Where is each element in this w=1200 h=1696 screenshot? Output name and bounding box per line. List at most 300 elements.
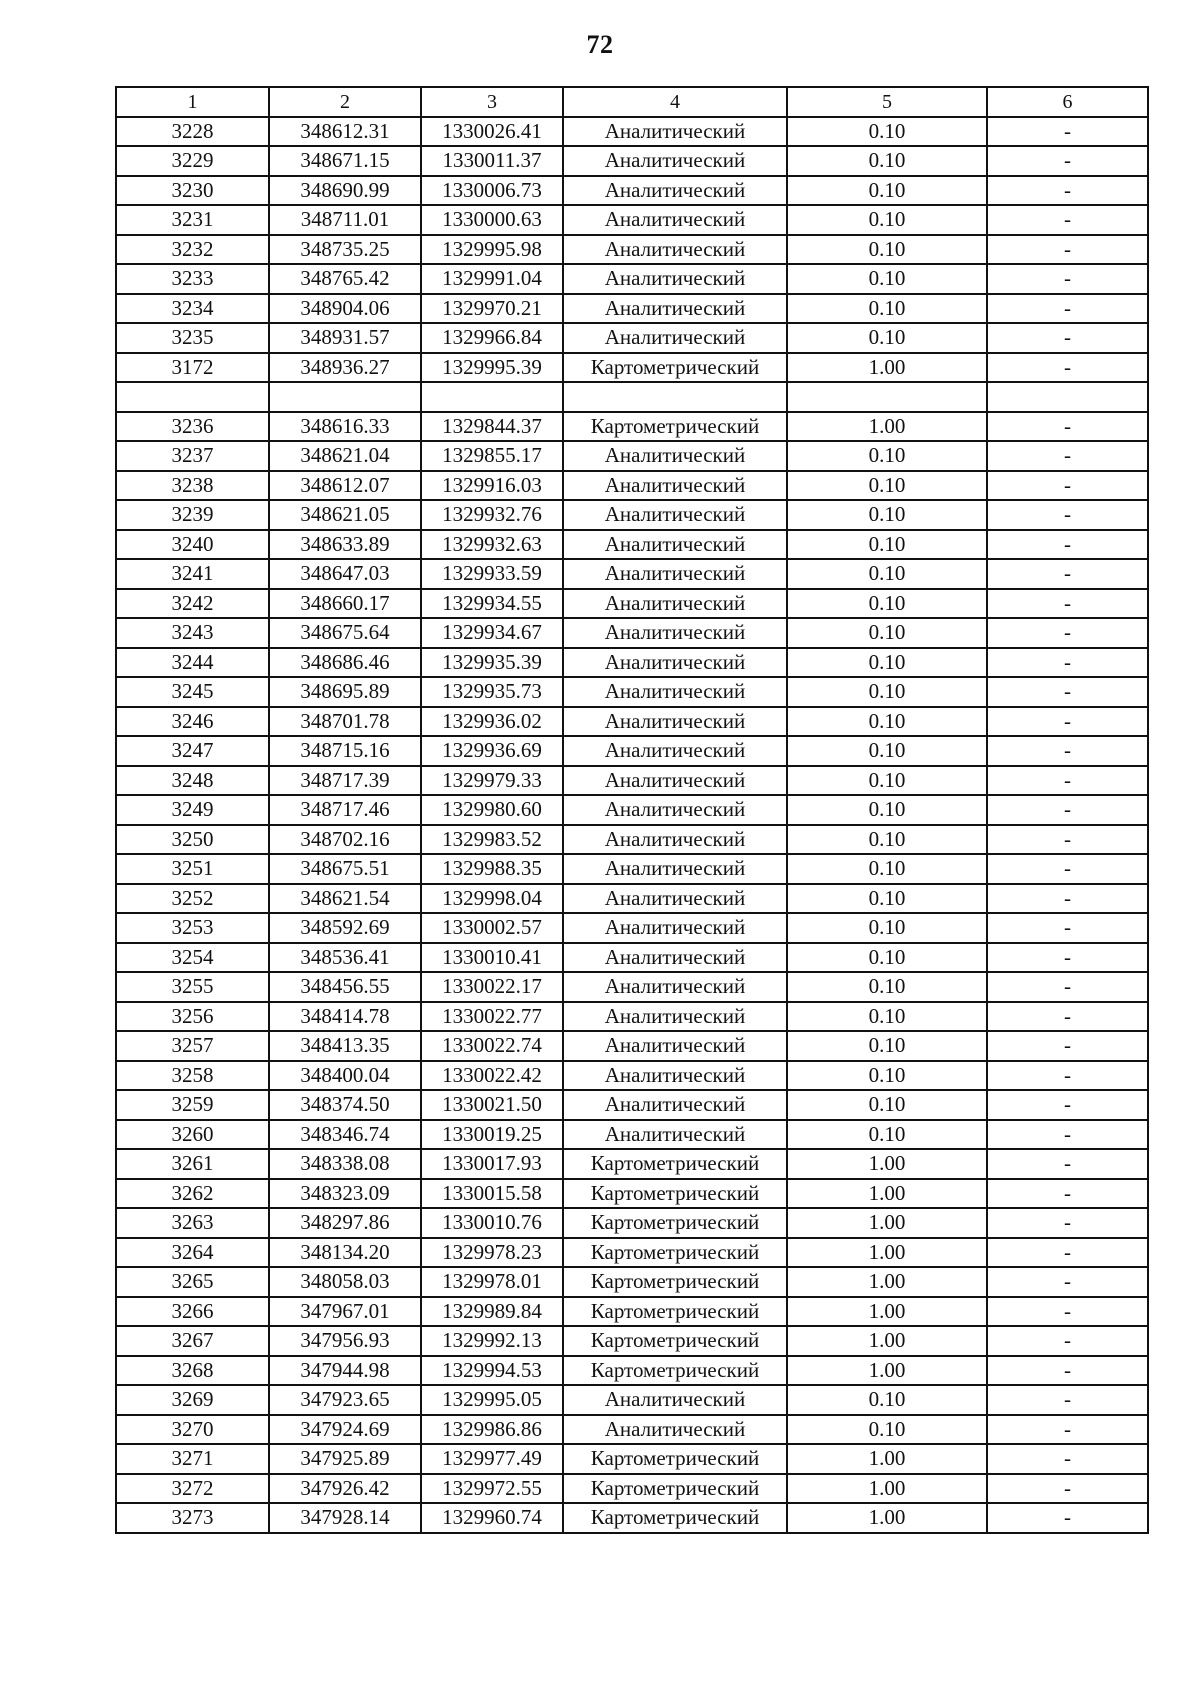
note-cell: - <box>987 471 1148 501</box>
y-coordinate-cell: 1329978.23 <box>421 1238 563 1268</box>
method-cell: Аналитический <box>563 323 787 353</box>
table-row <box>116 972 1148 1002</box>
y-coordinate-cell: 1329935.39 <box>421 648 563 678</box>
y-coordinate-cell: 1329991.04 <box>421 264 563 294</box>
x-coordinate-cell: 348621.04 <box>269 441 421 471</box>
note-cell: - <box>987 1356 1148 1386</box>
x-coordinate-cell: 348323.09 <box>269 1179 421 1209</box>
table-row <box>116 1090 1148 1120</box>
accuracy-cell: 1.00 <box>787 1356 987 1386</box>
x-coordinate-cell: 348536.41 <box>269 943 421 973</box>
note-cell: - <box>987 353 1148 383</box>
x-coordinate-cell: 347928.14 <box>269 1503 421 1533</box>
x-coordinate-cell: 348675.51 <box>269 854 421 884</box>
accuracy-cell: 0.10 <box>787 176 987 206</box>
y-coordinate-cell: 1330011.37 <box>421 146 563 176</box>
point-number-cell: 3273 <box>116 1503 269 1533</box>
table-row <box>116 1031 1148 1061</box>
accuracy-cell: 0.10 <box>787 1415 987 1445</box>
note-cell: - <box>987 825 1148 855</box>
page-number: 72 <box>586 30 614 59</box>
y-coordinate-cell: 1329855.17 <box>421 441 563 471</box>
x-coordinate-cell: 348374.50 <box>269 1090 421 1120</box>
accuracy-cell: 0.10 <box>787 1061 987 1091</box>
table-row <box>116 1238 1148 1268</box>
method-cell: Картометрический <box>563 1474 787 1504</box>
note-cell: - <box>987 530 1148 560</box>
point-number-cell: 3232 <box>116 235 269 265</box>
table-row <box>116 294 1148 324</box>
y-coordinate-cell: 1330022.42 <box>421 1061 563 1091</box>
method-cell: Аналитический <box>563 648 787 678</box>
method-cell: Аналитический <box>563 471 787 501</box>
point-number-cell: 3241 <box>116 559 269 589</box>
accuracy-cell: 0.10 <box>787 559 987 589</box>
point-number-cell: 3242 <box>116 589 269 619</box>
y-coordinate-cell: 1329934.67 <box>421 618 563 648</box>
table-row <box>116 1267 1148 1297</box>
point-number-cell: 3246 <box>116 707 269 737</box>
point-number-cell: 3244 <box>116 648 269 678</box>
y-coordinate-cell: 1330002.57 <box>421 913 563 943</box>
point-number-cell: 3235 <box>116 323 269 353</box>
accuracy-cell: 1.00 <box>787 1179 987 1209</box>
y-coordinate-cell: 1329977.49 <box>421 1444 563 1474</box>
x-coordinate-cell: 348621.05 <box>269 500 421 530</box>
y-coordinate-cell <box>421 382 563 412</box>
point-number-cell: 3250 <box>116 825 269 855</box>
y-coordinate-cell: 1329994.53 <box>421 1356 563 1386</box>
y-coordinate-cell: 1329988.35 <box>421 854 563 884</box>
note-cell: - <box>987 441 1148 471</box>
table-row <box>116 913 1148 943</box>
note-cell: - <box>987 1474 1148 1504</box>
x-coordinate-cell: 348616.33 <box>269 412 421 442</box>
method-cell: Картометрический <box>563 1208 787 1238</box>
note-cell: - <box>987 1031 1148 1061</box>
point-number-cell: 3271 <box>116 1444 269 1474</box>
point-number-cell: 3254 <box>116 943 269 973</box>
y-coordinate-cell: 1329932.63 <box>421 530 563 560</box>
accuracy-cell: 0.10 <box>787 1002 987 1032</box>
y-coordinate-cell: 1329916.03 <box>421 471 563 501</box>
point-number-cell: 3259 <box>116 1090 269 1120</box>
y-coordinate-cell: 1329936.02 <box>421 707 563 737</box>
method-cell: Картометрический <box>563 1356 787 1386</box>
point-number-cell: 3260 <box>116 1120 269 1150</box>
table-row <box>116 1208 1148 1238</box>
point-number-cell: 3231 <box>116 205 269 235</box>
table-header <box>116 87 1148 117</box>
point-number-cell: 3253 <box>116 913 269 943</box>
y-coordinate-cell: 1329934.55 <box>421 589 563 619</box>
method-cell: Аналитический <box>563 294 787 324</box>
x-coordinate-cell: 348690.99 <box>269 176 421 206</box>
column-header: 3 <box>421 87 563 117</box>
point-number-cell: 3229 <box>116 146 269 176</box>
y-coordinate-cell: 1330022.77 <box>421 1002 563 1032</box>
note-cell: - <box>987 117 1148 147</box>
table-row <box>116 1149 1148 1179</box>
coordinates-table <box>115 86 1149 1534</box>
table-row <box>116 205 1148 235</box>
accuracy-cell: 0.10 <box>787 441 987 471</box>
note-cell: - <box>987 1415 1148 1445</box>
table-row <box>116 1444 1148 1474</box>
note-cell: - <box>987 884 1148 914</box>
y-coordinate-cell: 1330026.41 <box>421 117 563 147</box>
table-row <box>116 589 1148 619</box>
x-coordinate-cell: 348765.42 <box>269 264 421 294</box>
point-number-cell: 3269 <box>116 1385 269 1415</box>
x-coordinate-cell: 348413.35 <box>269 1031 421 1061</box>
note-cell: - <box>987 677 1148 707</box>
table-row <box>116 648 1148 678</box>
point-number-cell: 3172 <box>116 353 269 383</box>
accuracy-cell: 1.00 <box>787 1149 987 1179</box>
table-row <box>116 1474 1148 1504</box>
accuracy-cell: 0.10 <box>787 117 987 147</box>
y-coordinate-cell: 1330006.73 <box>421 176 563 206</box>
table-row <box>116 1297 1148 1327</box>
accuracy-cell: 0.10 <box>787 618 987 648</box>
table-row <box>116 677 1148 707</box>
method-cell: Аналитический <box>563 176 787 206</box>
accuracy-cell: 0.10 <box>787 943 987 973</box>
point-number-cell: 3237 <box>116 441 269 471</box>
accuracy-cell: 1.00 <box>787 412 987 442</box>
table-row <box>116 1356 1148 1386</box>
table-row <box>116 766 1148 796</box>
x-coordinate-cell: 348633.89 <box>269 530 421 560</box>
x-coordinate-cell: 348671.15 <box>269 146 421 176</box>
note-cell: - <box>987 1179 1148 1209</box>
note-cell: - <box>987 736 1148 766</box>
point-number-cell: 3230 <box>116 176 269 206</box>
accuracy-cell: 0.10 <box>787 1090 987 1120</box>
note-cell: - <box>987 913 1148 943</box>
table-row <box>116 854 1148 884</box>
note-cell: - <box>987 1149 1148 1179</box>
y-coordinate-cell: 1329936.69 <box>421 736 563 766</box>
accuracy-cell: 0.10 <box>787 146 987 176</box>
note-cell: - <box>987 235 1148 265</box>
accuracy-cell: 0.10 <box>787 884 987 914</box>
method-cell: Картометрический <box>563 353 787 383</box>
point-number-cell: 3245 <box>116 677 269 707</box>
point-number-cell: 3247 <box>116 736 269 766</box>
table-row <box>116 353 1148 383</box>
method-cell: Аналитический <box>563 1090 787 1120</box>
table-row <box>116 1326 1148 1356</box>
point-number-cell: 3252 <box>116 884 269 914</box>
y-coordinate-cell: 1330010.41 <box>421 943 563 973</box>
method-cell: Аналитический <box>563 1061 787 1091</box>
method-cell: Аналитический <box>563 559 787 589</box>
y-coordinate-cell: 1330021.50 <box>421 1090 563 1120</box>
y-coordinate-cell: 1329986.86 <box>421 1415 563 1445</box>
y-coordinate-cell: 1330015.58 <box>421 1179 563 1209</box>
x-coordinate-cell: 347956.93 <box>269 1326 421 1356</box>
table-row <box>116 471 1148 501</box>
accuracy-cell: 1.00 <box>787 1503 987 1533</box>
point-number-cell: 3256 <box>116 1002 269 1032</box>
point-number-cell: 3249 <box>116 795 269 825</box>
note-cell: - <box>987 176 1148 206</box>
note-cell: - <box>987 618 1148 648</box>
x-coordinate-cell: 347944.98 <box>269 1356 421 1386</box>
y-coordinate-cell: 1329960.74 <box>421 1503 563 1533</box>
note-cell: - <box>987 707 1148 737</box>
table-row <box>116 1002 1148 1032</box>
accuracy-cell: 0.10 <box>787 913 987 943</box>
table-row <box>116 1415 1148 1445</box>
y-coordinate-cell: 1330019.25 <box>421 1120 563 1150</box>
table-row <box>116 264 1148 294</box>
table-row <box>116 530 1148 560</box>
accuracy-cell: 0.10 <box>787 648 987 678</box>
accuracy-cell: 1.00 <box>787 1208 987 1238</box>
x-coordinate-cell: 347924.69 <box>269 1415 421 1445</box>
y-coordinate-cell: 1329932.76 <box>421 500 563 530</box>
point-number-cell: 3264 <box>116 1238 269 1268</box>
method-cell: Картометрический <box>563 1503 787 1533</box>
table-row <box>116 1385 1148 1415</box>
method-cell: Аналитический <box>563 913 787 943</box>
table-row <box>116 1061 1148 1091</box>
y-coordinate-cell: 1329998.04 <box>421 884 563 914</box>
point-number-cell: 3239 <box>116 500 269 530</box>
x-coordinate-cell: 348695.89 <box>269 677 421 707</box>
x-coordinate-cell: 348346.74 <box>269 1120 421 1150</box>
table-row <box>116 1179 1148 1209</box>
accuracy-cell: 0.10 <box>787 264 987 294</box>
x-coordinate-cell: 347923.65 <box>269 1385 421 1415</box>
x-coordinate-cell: 348414.78 <box>269 1002 421 1032</box>
note-cell: - <box>987 294 1148 324</box>
column-header: 5 <box>787 87 987 117</box>
y-coordinate-cell: 1330022.74 <box>421 1031 563 1061</box>
point-number-cell <box>116 382 269 412</box>
table-row <box>116 1503 1148 1533</box>
y-coordinate-cell: 1329933.59 <box>421 559 563 589</box>
note-cell: - <box>987 1267 1148 1297</box>
accuracy-cell: 0.10 <box>787 795 987 825</box>
point-number-cell: 3248 <box>116 766 269 796</box>
method-cell: Аналитический <box>563 500 787 530</box>
x-coordinate-cell: 348675.64 <box>269 618 421 648</box>
method-cell: Аналитический <box>563 736 787 766</box>
method-cell: Аналитический <box>563 146 787 176</box>
accuracy-cell: 0.10 <box>787 294 987 324</box>
x-coordinate-cell: 348715.16 <box>269 736 421 766</box>
x-coordinate-cell: 348058.03 <box>269 1267 421 1297</box>
method-cell: Картометрический <box>563 1149 787 1179</box>
accuracy-cell: 0.10 <box>787 766 987 796</box>
note-cell <box>987 382 1148 412</box>
method-cell: Картометрический <box>563 1267 787 1297</box>
point-number-cell: 3255 <box>116 972 269 1002</box>
accuracy-cell: 0.10 <box>787 1385 987 1415</box>
table-row <box>116 707 1148 737</box>
y-coordinate-cell: 1330010.76 <box>421 1208 563 1238</box>
point-number-cell: 3233 <box>116 264 269 294</box>
x-coordinate-cell: 348297.86 <box>269 1208 421 1238</box>
note-cell: - <box>987 264 1148 294</box>
note-cell: - <box>987 766 1148 796</box>
table-row <box>116 795 1148 825</box>
note-cell: - <box>987 1297 1148 1327</box>
method-cell: Аналитический <box>563 825 787 855</box>
note-cell: - <box>987 205 1148 235</box>
point-number-cell: 3258 <box>116 1061 269 1091</box>
accuracy-cell: 0.10 <box>787 205 987 235</box>
method-cell: Аналитический <box>563 117 787 147</box>
note-cell: - <box>987 972 1148 1002</box>
note-cell: - <box>987 559 1148 589</box>
y-coordinate-cell: 1329989.84 <box>421 1297 563 1327</box>
y-coordinate-cell: 1329966.84 <box>421 323 563 353</box>
method-cell: Аналитический <box>563 707 787 737</box>
point-number-cell: 3251 <box>116 854 269 884</box>
x-coordinate-cell: 348647.03 <box>269 559 421 589</box>
x-coordinate-cell: 348711.01 <box>269 205 421 235</box>
accuracy-cell: 0.10 <box>787 854 987 884</box>
y-coordinate-cell: 1329935.73 <box>421 677 563 707</box>
accuracy-cell: 0.10 <box>787 500 987 530</box>
x-coordinate-cell: 348686.46 <box>269 648 421 678</box>
column-header: 2 <box>269 87 421 117</box>
note-cell: - <box>987 412 1148 442</box>
accuracy-cell: 0.10 <box>787 589 987 619</box>
table-row <box>116 146 1148 176</box>
table-row <box>116 412 1148 442</box>
method-cell: Картометрический <box>563 1297 787 1327</box>
table-row <box>116 884 1148 914</box>
note-cell: - <box>987 323 1148 353</box>
x-coordinate-cell: 348717.39 <box>269 766 421 796</box>
table-row <box>116 736 1148 766</box>
x-coordinate-cell: 348456.55 <box>269 972 421 1002</box>
table-row <box>116 323 1148 353</box>
point-number-cell: 3262 <box>116 1179 269 1209</box>
method-cell: Аналитический <box>563 205 787 235</box>
y-coordinate-cell: 1329995.98 <box>421 235 563 265</box>
point-number-cell: 3243 <box>116 618 269 648</box>
table-row <box>116 382 1148 412</box>
header-row <box>116 87 1148 117</box>
note-cell: - <box>987 1002 1148 1032</box>
method-cell: Аналитический <box>563 1385 787 1415</box>
point-number-cell: 3265 <box>116 1267 269 1297</box>
method-cell: Аналитический <box>563 795 787 825</box>
accuracy-cell: 1.00 <box>787 1238 987 1268</box>
note-cell: - <box>987 1238 1148 1268</box>
method-cell: Аналитический <box>563 441 787 471</box>
note-cell: - <box>987 146 1148 176</box>
point-number-cell: 3234 <box>116 294 269 324</box>
accuracy-cell <box>787 382 987 412</box>
note-cell: - <box>987 500 1148 530</box>
note-cell: - <box>987 1090 1148 1120</box>
note-cell: - <box>987 1503 1148 1533</box>
note-cell: - <box>987 1385 1148 1415</box>
method-cell: Аналитический <box>563 854 787 884</box>
x-coordinate-cell: 348338.08 <box>269 1149 421 1179</box>
method-cell: Аналитический <box>563 235 787 265</box>
y-coordinate-cell: 1329995.39 <box>421 353 563 383</box>
accuracy-cell: 0.10 <box>787 707 987 737</box>
x-coordinate-cell: 348702.16 <box>269 825 421 855</box>
note-cell: - <box>987 1061 1148 1091</box>
x-coordinate-cell: 348735.25 <box>269 235 421 265</box>
accuracy-cell: 0.10 <box>787 1120 987 1150</box>
point-number-cell: 3266 <box>116 1297 269 1327</box>
x-coordinate-cell: 348612.31 <box>269 117 421 147</box>
y-coordinate-cell: 1330017.93 <box>421 1149 563 1179</box>
accuracy-cell: 1.00 <box>787 1297 987 1327</box>
accuracy-cell: 0.10 <box>787 471 987 501</box>
method-cell: Аналитический <box>563 766 787 796</box>
table-row <box>116 176 1148 206</box>
x-coordinate-cell: 347925.89 <box>269 1444 421 1474</box>
point-number-cell: 3257 <box>116 1031 269 1061</box>
x-coordinate-cell: 348592.69 <box>269 913 421 943</box>
method-cell: Аналитический <box>563 264 787 294</box>
y-coordinate-cell: 1330022.17 <box>421 972 563 1002</box>
note-cell: - <box>987 795 1148 825</box>
x-coordinate-cell: 348612.07 <box>269 471 421 501</box>
note-cell: - <box>987 648 1148 678</box>
column-header: 4 <box>563 87 787 117</box>
table-row <box>116 618 1148 648</box>
y-coordinate-cell: 1329992.13 <box>421 1326 563 1356</box>
method-cell: Аналитический <box>563 589 787 619</box>
method-cell <box>563 382 787 412</box>
y-coordinate-cell: 1329972.55 <box>421 1474 563 1504</box>
accuracy-cell: 1.00 <box>787 353 987 383</box>
y-coordinate-cell: 1329980.60 <box>421 795 563 825</box>
note-cell: - <box>987 1326 1148 1356</box>
accuracy-cell: 0.10 <box>787 736 987 766</box>
point-number-cell: 3240 <box>116 530 269 560</box>
column-header: 6 <box>987 87 1148 117</box>
table-row <box>116 500 1148 530</box>
table-row <box>116 235 1148 265</box>
note-cell: - <box>987 589 1148 619</box>
table-row <box>116 1120 1148 1150</box>
accuracy-cell: 0.10 <box>787 825 987 855</box>
method-cell: Аналитический <box>563 618 787 648</box>
accuracy-cell: 0.10 <box>787 530 987 560</box>
point-number-cell: 3238 <box>116 471 269 501</box>
method-cell: Картометрический <box>563 1179 787 1209</box>
accuracy-cell: 0.10 <box>787 323 987 353</box>
accuracy-cell: 0.10 <box>787 677 987 707</box>
method-cell: Картометрический <box>563 1444 787 1474</box>
accuracy-cell: 1.00 <box>787 1444 987 1474</box>
point-number-cell: 3228 <box>116 117 269 147</box>
note-cell: - <box>987 1120 1148 1150</box>
x-coordinate-cell: 348400.04 <box>269 1061 421 1091</box>
note-cell: - <box>987 854 1148 884</box>
point-number-cell: 3268 <box>116 1356 269 1386</box>
method-cell: Аналитический <box>563 972 787 1002</box>
method-cell: Картометрический <box>563 1326 787 1356</box>
point-number-cell: 3236 <box>116 412 269 442</box>
x-coordinate-cell: 348904.06 <box>269 294 421 324</box>
method-cell: Аналитический <box>563 943 787 973</box>
